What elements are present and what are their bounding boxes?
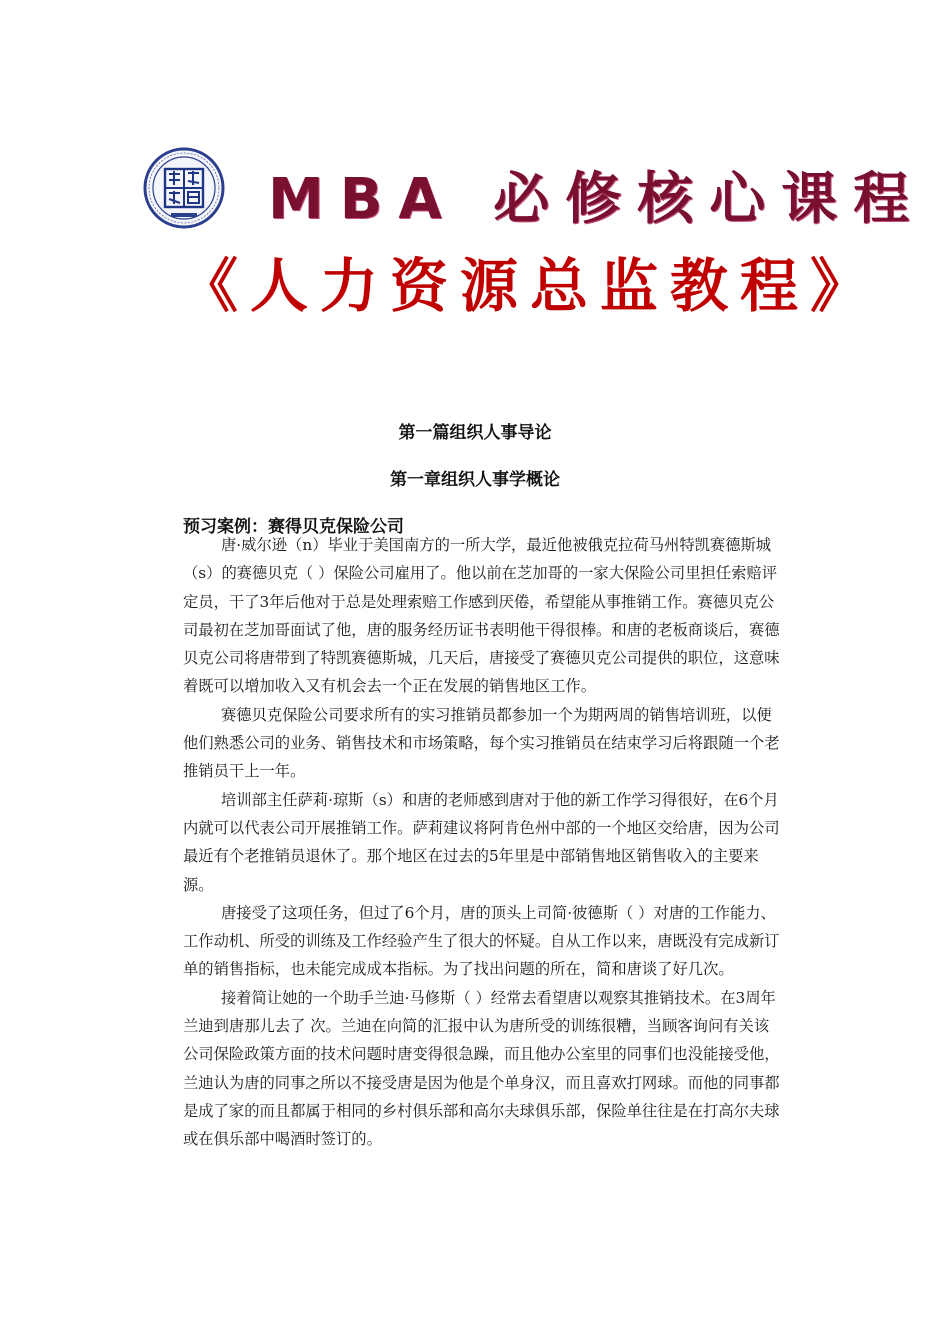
case-paragraph-4: 唐接受了这项任务，但过了6个月，唐的顶头上司简·彼德斯（ ）对唐的工作能力、工作动机、所受的训练及工作经验产生了很大的怀疑。自从工作以来，唐既没有完成新订单的销售指标，也未能完成成本指标。为了找出问题的所在，简和唐谈了好几次。 (183, 903, 780, 979)
course-title-hr-director: 《人力资源总监教程》 (180, 252, 881, 320)
case-paragraph-1: 唐·威尔逊（n）毕业于美国南方的一所大学，最近他被俄克拉荷马州特凯赛德斯城（s）的赛德贝克（ ）保险公司雇用了。他以前在芝加哥的一家大保险公司里担任索赔评定员，干了3年后他对于总是处理索赔工作感到厌倦，希望能从事推销工作。赛德贝克公司最初在芝加哥面试了他，唐的服务经历证书表明他干得很棒。和唐的老板商谈后，赛德贝克公司将唐带到了特凯赛德斯城，几天后，唐接受了赛德贝克公司提供的职位，这意味着既可以增加收入又有机会去一个正在发展的销售地区工作。 (183, 536, 780, 696)
case-title: 预习案例：赛得贝克保险公司 (183, 517, 404, 537)
university-seal-logo (143, 147, 225, 229)
case-body (183, 531, 783, 1154)
course-title-mba: MBA 必修核心课程 (268, 167, 926, 232)
case-paragraph-3: 培训部主任萨莉·琼斯（s）和唐的老师感到唐对于他的新工作学习得很好，在6个月内就可以代表公司开展推销工作。萨莉建议将阿肯色州中部的一个地区交给唐，因为公司最近有个老推销员退休了。那个地区在过去的5年里是中部销售地区销售收入的主要来源。 (183, 790, 780, 894)
chapter-heading: 第一章组织人事学概论 (390, 470, 560, 490)
part-heading: 第一篇组织人事导论 (398, 423, 552, 443)
case-paragraph-5: 接着简让她的一个助手兰迪·马修斯（ ）经常去看望唐以观察其推销技术。在3周年兰迪到唐那儿去了 次。兰迪在向简的汇报中认为唐所受的训练很糟，当顾客询问有关该公司保险政策方面的技术问题时唐变得很急躁，而且他办公室里的同事们也没能接受他，兰迪认为唐的同事之所以不接受唐是因为他是个单身汉，而且喜欢打网球。而他的同事都是成了家的而且都属于相同的乡村俱乐部和高尔夫球俱乐部，保险单往往是在打高尔夫球或在俱乐部中喝酒时签订的。 (183, 988, 780, 1149)
case-paragraph-2: 赛德贝克保险公司要求所有的实习推销员都参加一个为期两周的销售培训班，以便他们熟悉公司的业务、销售技术和市场策略，每个实习推销员在结束学习后将跟随一个老推销员干上一年。 (183, 705, 780, 781)
